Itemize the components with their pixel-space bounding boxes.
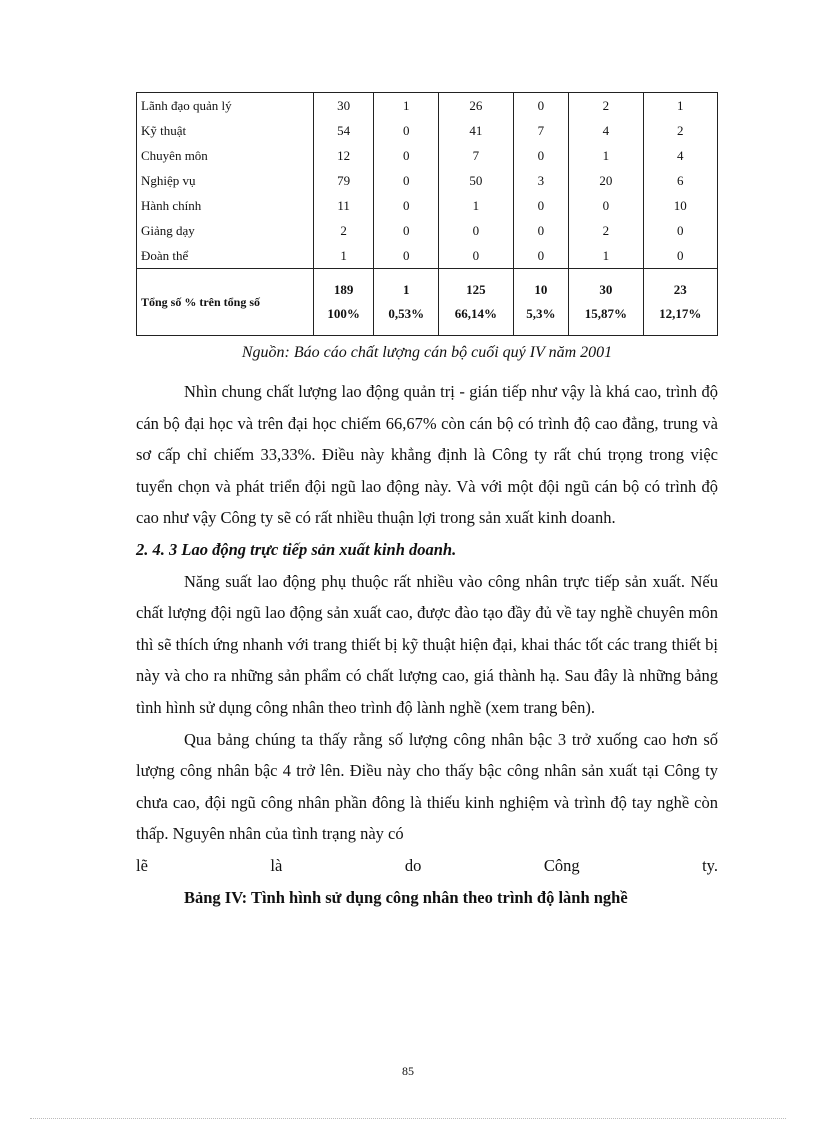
table-cell: 3 — [513, 168, 569, 193]
paragraph-worker-levels: Qua bảng chúng ta thấy rằng số lượng công nhân bậc 3 trở xuống cao hơn số lượng công nhân bậc 4 trở lên. Điều này cho thấy bậc công nhân sản xuất tại Công ty chưa cao, đội ngũ công nhân phần đông là thiếu kinh nghiệm và trình độ tay nghề còn thấp. Nguyên nhân của tình trạng này có — [136, 729, 718, 844]
table-row — [137, 193, 718, 218]
table-cell: 26 — [439, 93, 513, 119]
table-cell: 79 — [314, 168, 374, 193]
table-cell: 0 — [569, 193, 643, 218]
table-row — [137, 118, 718, 143]
table-cell: 7 — [513, 118, 569, 143]
table-cell: 2 — [643, 118, 717, 143]
table-cell: 0 — [374, 218, 439, 243]
table-cell: 1 — [569, 243, 643, 269]
footer-dotted-rule — [30, 1118, 786, 1119]
table-cell: 0 — [374, 168, 439, 193]
total-count: 23 — [673, 282, 687, 297]
paragraph-summary: Nhìn chung chất lượng lao động quản trị - gián tiếp như vậy là khá cao, trình độ cán bộ đại học và trên đại học chiếm 66,67% còn cán bộ có trình độ cao đẳng, trung và sơ cấp chỉ chiếm 33,33%. Điều này khẳng định là Công ty rất chú trọng trong việc tuyển chọn và phát triển đội ngũ lao động này. Và với một đội ngũ cán bộ có trình độ cao như vậy Công ty sẽ có rất nhiều thuận lợi trong sản xuất kinh doanh. — [136, 382, 718, 528]
paragraph-productivity: Năng suất lao động phụ thuộc rất nhiều vào công nhân trực tiếp sản xuất. Nếu chất lượng đội ngũ lao động sản xuất cao, được đào tạo đầy đủ về tay nghề chuyên môn thì sẽ thích ứng nhanh với trang thiết bị kỹ thuật hiện đại, khai thác tốt các trang thiết bị này và cho ra những sản phẩm có chất lượng cao, giá thành hạ. Sau đây là những bảng tình hình sử dụng công nhân theo trình độ lành nghề (xem trang bên). — [136, 571, 718, 717]
row-label: Chuyên môn — [137, 143, 314, 168]
table-cell: 4 — [643, 143, 717, 168]
total-percent: 5,3% — [526, 306, 556, 321]
table-cell: 0 — [439, 243, 513, 269]
table-cell: 0 — [513, 218, 569, 243]
table-cell: 0 — [513, 243, 569, 269]
table-cell: 0 — [374, 143, 439, 168]
table-cell: 20 — [569, 168, 643, 193]
table-cell: 6 — [643, 168, 717, 193]
total-percent: 100% — [327, 306, 360, 321]
table-cell: 0 — [513, 193, 569, 218]
page-number: 85 — [402, 1064, 414, 1078]
row-label: Nghiệp vụ — [137, 168, 314, 193]
table-cell: 0 — [513, 143, 569, 168]
section-heading: 2. 4. 3 Lao động trực tiếp sản xuất kinh doanh. — [136, 539, 457, 559]
total-cell — [374, 269, 439, 336]
table-cell: 1 — [374, 93, 439, 119]
total-count: 30 — [599, 282, 613, 297]
table-cell: 41 — [439, 118, 513, 143]
total-cell — [569, 269, 643, 336]
row-label: Đoàn thể — [137, 243, 314, 269]
total-count: 125 — [466, 282, 486, 297]
table-cell: 0 — [439, 218, 513, 243]
body-text — [136, 376, 718, 913]
total-percent: 66,14% — [454, 306, 498, 321]
table-cell: 12 — [314, 143, 374, 168]
total-row — [137, 269, 718, 336]
table-cell: 0 — [374, 118, 439, 143]
table-cell: 1 — [643, 93, 717, 119]
table-cell: 2 — [314, 218, 374, 243]
table-cell: 2 — [569, 218, 643, 243]
table-cell: 1 — [439, 193, 513, 218]
table-cell: 0 — [374, 193, 439, 218]
total-percent: 0,53% — [388, 306, 425, 321]
total-percent: 12,17% — [659, 306, 702, 321]
table-cell: 2 — [569, 93, 643, 119]
row-label: Hành chính — [137, 193, 314, 218]
row-label: Kỹ thuật — [137, 118, 314, 143]
table-cell: 11 — [314, 193, 374, 218]
table-cell: 1 — [314, 243, 374, 269]
table-cell: 7 — [439, 143, 513, 168]
total-cell — [439, 269, 513, 336]
total-cell — [643, 269, 717, 336]
total-count: 10 — [534, 282, 548, 297]
table-cell: 4 — [569, 118, 643, 143]
table-row — [137, 168, 718, 193]
table-cell: 0 — [643, 218, 717, 243]
row-label: Giảng dạy — [137, 218, 314, 243]
table-cell: 0 — [374, 243, 439, 269]
row-label: Lãnh đạo quản lý — [137, 93, 314, 119]
total-cell — [513, 269, 569, 336]
total-count: 189 — [333, 282, 354, 297]
total-cell — [314, 269, 374, 336]
table-cell: 0 — [643, 243, 717, 269]
table-row — [137, 143, 718, 168]
paragraph-worker-levels-last-line: lẽ là do Công ty. — [136, 855, 718, 875]
table-row — [137, 243, 718, 269]
table-source-note: Nguồn: Báo cáo chất lượng cán bộ cuối quý IV năm 2001 — [241, 344, 613, 361]
table-iv-caption: Bảng IV: Tình hình sử dụng công nhân theo trình độ lành nghề — [184, 887, 628, 907]
table-cell: 30 — [314, 93, 374, 119]
table-cell: 54 — [314, 118, 374, 143]
table-cell: 1 — [569, 143, 643, 168]
table-row — [137, 218, 718, 243]
total-count: 1 — [402, 282, 410, 297]
table-row — [137, 93, 718, 119]
staff-quality-table — [136, 92, 718, 336]
table-cell: 0 — [513, 93, 569, 119]
table-cell: 10 — [643, 193, 717, 218]
table-cell: 50 — [439, 168, 513, 193]
total-percent: 15,87% — [584, 306, 627, 321]
total-label: Tổng số % trên tổng số — [137, 269, 314, 336]
